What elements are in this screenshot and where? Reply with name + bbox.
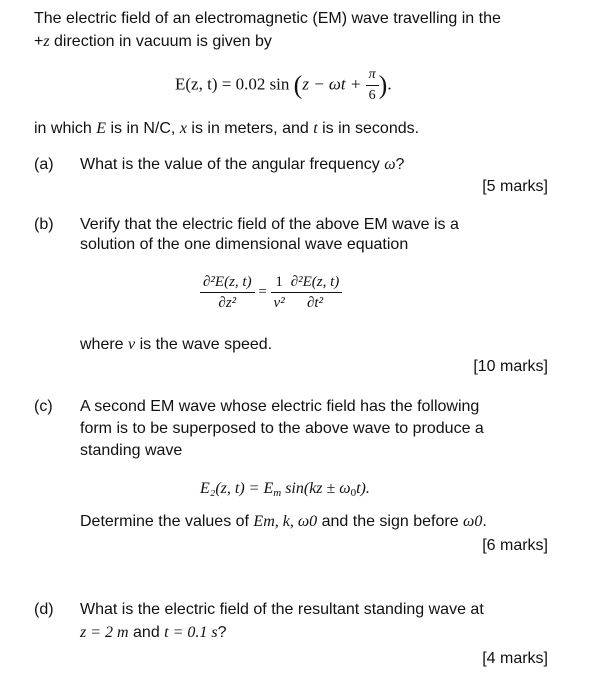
qd-q: ? xyxy=(217,624,227,641)
pi-symbol: π xyxy=(366,66,379,86)
question-d-marks: [4 marks] xyxy=(482,650,548,667)
omega-symbol: ω xyxy=(384,156,396,173)
units-t3: is in meters, and xyxy=(186,120,314,137)
equation-field xyxy=(175,66,392,105)
det-3: . xyxy=(482,513,487,530)
coef-den: v² xyxy=(273,295,285,311)
eq1-tail: . xyxy=(387,74,392,94)
question-b-marks: [10 marks] xyxy=(473,358,548,375)
equals-sign: = xyxy=(258,283,267,300)
units-t2: is in N/C, xyxy=(106,120,180,137)
eq2-lhs: E₂(z, t) = E xyxy=(200,480,274,497)
where-2: is the wave speed. xyxy=(135,336,273,353)
question-d-line-1: What is the electric field of the resultant standing wave at xyxy=(80,601,484,618)
det-2: and the sign before xyxy=(317,513,464,530)
coef-fraction xyxy=(271,273,288,312)
units-t1: in which xyxy=(34,120,97,137)
question-c-label: (c) xyxy=(34,398,53,415)
var-x: x xyxy=(179,120,187,137)
lhs-den: ∂z² xyxy=(218,295,237,311)
cond-t: t = 0.1 s xyxy=(164,624,218,641)
cond-z: z = 2 m xyxy=(80,624,129,641)
question-c-line-3: standing wave xyxy=(80,442,183,459)
question-c-determine xyxy=(80,513,487,531)
equation-e2 xyxy=(200,480,370,498)
where-1: where xyxy=(80,336,129,353)
question-a-marks: [5 marks] xyxy=(482,178,548,195)
question-d-label: (d) xyxy=(34,601,54,618)
question-d-line-2 xyxy=(80,624,227,642)
question-b-where xyxy=(80,336,272,354)
var-v: v xyxy=(128,336,136,353)
var-E: E xyxy=(96,120,107,137)
question-b-line-2: solution of the one dimensional wave equation xyxy=(80,236,409,253)
rhs-fraction xyxy=(288,273,343,312)
question-b-label: (b) xyxy=(34,216,54,233)
eq2-sub-m: m xyxy=(273,487,282,499)
question-c-line-1: A second EM wave whose electric field has the following xyxy=(80,398,480,415)
intro-line-1: The electric field of an electromagnetic (EM) wave travelling in the xyxy=(34,10,501,27)
question-b-line-1: Verify that the electric field of the above EM wave is a xyxy=(80,216,459,233)
units-line xyxy=(34,120,419,138)
paren-right: ) xyxy=(378,70,388,100)
and-text: and xyxy=(128,624,165,641)
question-a-label: (a) xyxy=(34,156,54,173)
lhs-fraction xyxy=(200,273,255,312)
question-c-marks: [6 marks] xyxy=(482,537,548,554)
lhs-num: ∂²E(z, t) xyxy=(200,273,255,293)
det-vars: Em, k, ω0 xyxy=(253,513,318,530)
rhs-num: ∂²E(z, t) xyxy=(288,273,343,293)
rhs-den: ∂t² xyxy=(306,295,324,311)
qa-text: What is the value of the angular frequency xyxy=(80,156,385,173)
intro-line-2-text: direction in vacuum is given by xyxy=(49,33,272,50)
var-t: t xyxy=(313,120,318,137)
question-c-line-2: form is to be superposed to the above wave to produce a xyxy=(80,420,484,437)
eq2-end: t). xyxy=(356,480,370,497)
question-a-text xyxy=(80,156,404,174)
coef-num: 1 xyxy=(271,273,288,293)
wave-equation xyxy=(200,273,342,312)
units-t4: is in seconds. xyxy=(317,120,420,137)
six: 6 xyxy=(368,88,376,103)
var-z: z xyxy=(43,33,50,50)
eq1-lhs: E(z, t) = 0.02 sin xyxy=(175,74,290,94)
qa-q: ? xyxy=(395,156,405,173)
intro-line-2 xyxy=(34,33,272,51)
pi-over-six xyxy=(366,66,379,105)
eq1-inner: z − ωt + xyxy=(302,74,366,94)
plus-sign: + xyxy=(34,33,44,50)
det-w0: ω0 xyxy=(463,513,483,530)
det-1: Determine the values of xyxy=(80,513,254,530)
eq2-sub-0: 0 xyxy=(350,487,357,499)
paren-left: ( xyxy=(293,70,303,100)
eq2-rest: sin(kz ± ω xyxy=(281,480,351,497)
